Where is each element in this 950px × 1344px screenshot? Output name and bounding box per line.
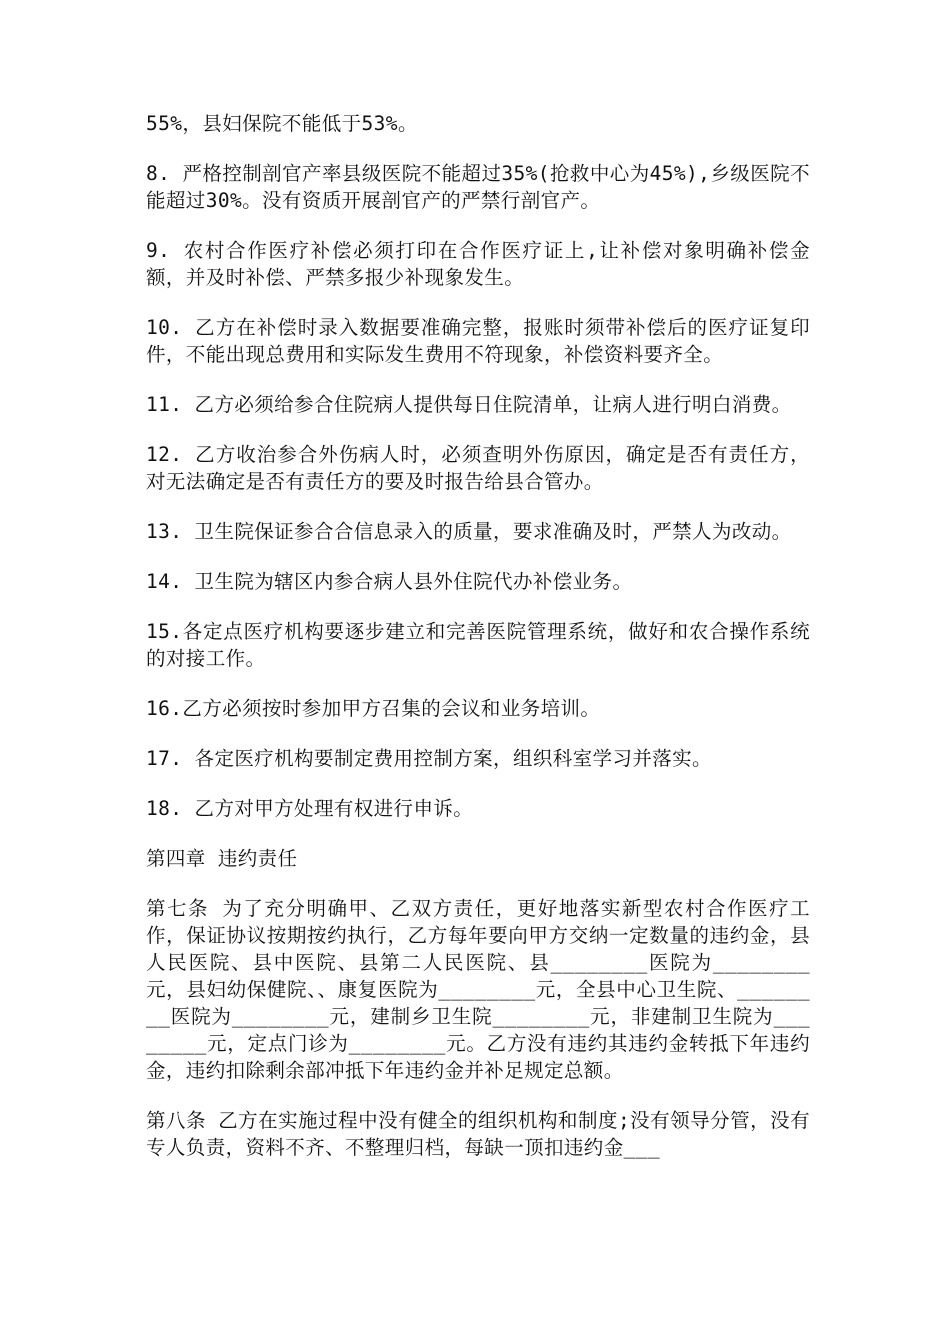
paragraph-item-9: 9. 农村合作医疗补偿必须打印在合作医疗证上,让补偿对象明确补偿金额，并及时补偿、严禁多报少补现象发生。 <box>146 239 810 289</box>
paragraph-item-18: 18. 乙方对甲方处理有权进行申诉。 <box>146 797 474 820</box>
document-page <box>146 110 810 1184</box>
paragraph-item-16: 16.乙方必须按时参加甲方召集的会议和业务培训。 <box>146 697 601 720</box>
paragraph-item-8: 8. 严格控制剖官产率县级医院不能超过35%(抢救中心为45%),乡级医院不能超过30%。没有资质开展剖官产的严禁行剖官产。 <box>146 162 810 212</box>
paragraph-item-17: 17. 各定医疗机构要制定费用控制方案，组织科室学习并落实。 <box>146 747 712 770</box>
paragraph-continuation: 55%，县妇保院不能低于53%。 <box>146 112 418 135</box>
paragraph-item-10: 10. 乙方在补偿时录入数据要准确完整，报账时须带补偿后的医疗证复印件，不能出现总费用和实际发生费用不符现象，补偿资料要齐全。 <box>146 316 810 366</box>
article-7: 第七条 为了充分明确甲、乙双方责任，更好地落实新型农村合作医疗工作，保证协议按期按约执行，乙方每年要向甲方交纳一定数量的违约金，县人民医院、县中医院、县第二人民医院、县________医院为________元，县妇幼保健院、、康复医院为________元，全县中心卫生院、________医院为________元，建制乡卫生院________元，非建制卫生院为________元，定点门诊为________元。乙方没有违约其违约金转抵下年违约金，违约扣除剩余部冲抵下年违约金并补足规定总额。 <box>146 897 810 1082</box>
paragraph-item-11: 11. 乙方必须给参合住院病人提供每日住院清单，让病人进行明白消费。 <box>146 393 792 416</box>
chapter-heading: 第四章 违约责任 <box>146 847 298 870</box>
paragraph-item-14: 14. 卫生院为辖区内参合病人县外住院代办补偿业务。 <box>146 570 633 593</box>
paragraph-item-15: 15.各定点医疗机构要逐步建立和完善医院管理系统，做好和农合操作系统的对接工作。 <box>146 620 810 670</box>
paragraph-item-12: 12. 乙方收治参合外伤病人时，必须查明外伤原因，确定是否有责任方，对无法确定是否有责任方的要及时报告给县合管办。 <box>146 443 810 493</box>
paragraph-item-13: 13. 卫生院保证参合合信息录入的质量，要求准确及时，严禁人为改动。 <box>146 520 792 543</box>
article-8: 第八条 乙方在实施过程中没有健全的组织机构和制度;没有领导分管，没有专人负责，资料不齐、不整理归档，每缺一顶扣违约金___ <box>146 1109 810 1159</box>
